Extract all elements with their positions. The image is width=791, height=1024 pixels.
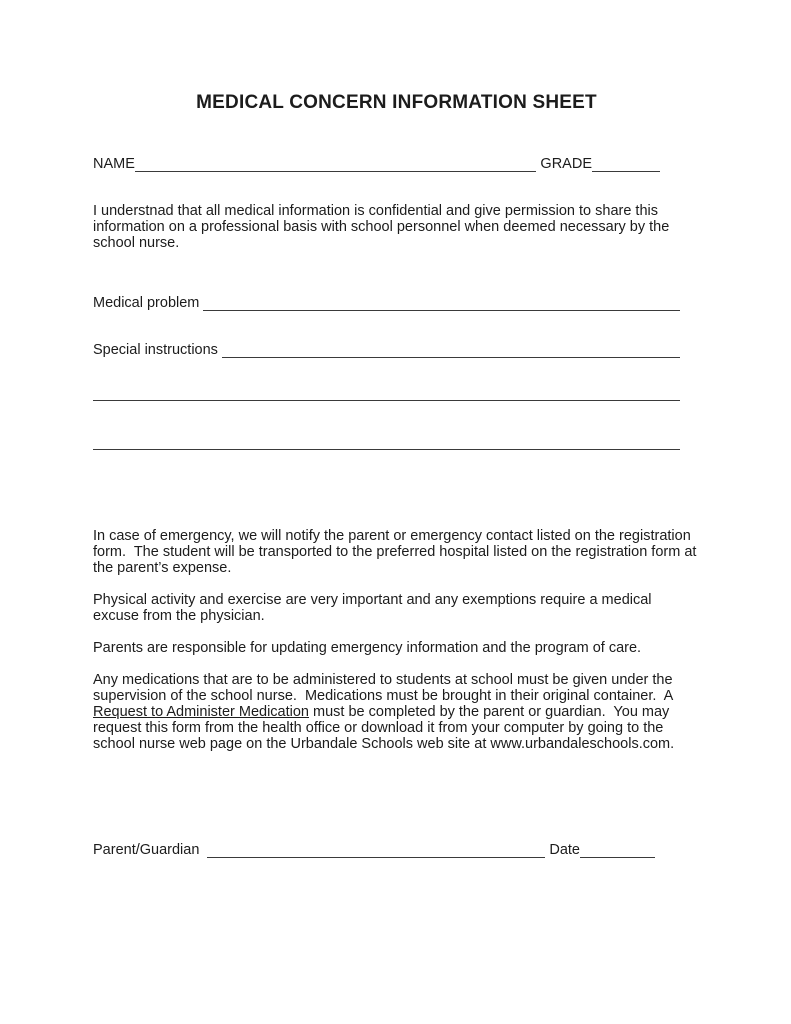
parent-guardian-label: Parent/Guardian	[93, 842, 204, 858]
name-input-line[interactable]	[135, 156, 537, 172]
special-instructions-row	[93, 342, 700, 358]
medications-text-before: Any medications that are to be administered to students at school must be given under the supervision of the school nurse. Medications must be brought in their original container. A	[93, 672, 677, 704]
date-input-line[interactable]	[580, 842, 655, 858]
special-instructions-extra-line-1[interactable]	[93, 384, 680, 401]
medical-problem-row	[93, 295, 700, 311]
name-label: NAME	[93, 156, 135, 172]
signature-date-row	[93, 842, 655, 858]
confidentiality-paragraph: I understnad that all medical information is confidential and give permission to share this information on a professional basis with school personnel when deemed necessary by the school nurse.	[93, 203, 674, 251]
special-instructions-label: Special instructions	[93, 342, 222, 358]
parent-guardian-signature-line[interactable]	[207, 842, 545, 858]
special-instructions-input-line[interactable]	[222, 342, 680, 358]
date-label: Date	[545, 842, 580, 858]
parents-responsible-paragraph: Parents are responsible for updating emergency information and the program of care.	[93, 640, 642, 656]
special-instructions-extra-line-2[interactable]	[93, 433, 680, 450]
emergency-paragraph: In case of emergency, we will notify the parent or emergency contact listed on the registration form. The student will be transported to the preferred hospital listed on the registration form at the parent’s expense.	[93, 528, 701, 576]
form-title: MEDICAL CONCERN INFORMATION SHEET	[196, 92, 597, 113]
medications-text-after: must be completed by the parent or guardian. You may request this form from the health office or download it from your computer by going to the school nurse web page on the Urbandale Schools web site at www.urbandaleschools.com.	[93, 704, 675, 752]
request-to-administer-medication-underlined-text: Request to Administer Medication	[93, 704, 309, 720]
medical-problem-input-line[interactable]	[203, 295, 680, 311]
physical-activity-paragraph: Physical activity and exercise are very important and any exemptions require a medical excuse from the physician.	[93, 592, 656, 624]
grade-input-line[interactable]	[592, 156, 660, 172]
medications-paragraph	[93, 672, 700, 752]
grade-label: GRADE	[536, 156, 592, 172]
name-grade-row	[93, 156, 660, 172]
medical-problem-label: Medical problem	[93, 295, 204, 311]
